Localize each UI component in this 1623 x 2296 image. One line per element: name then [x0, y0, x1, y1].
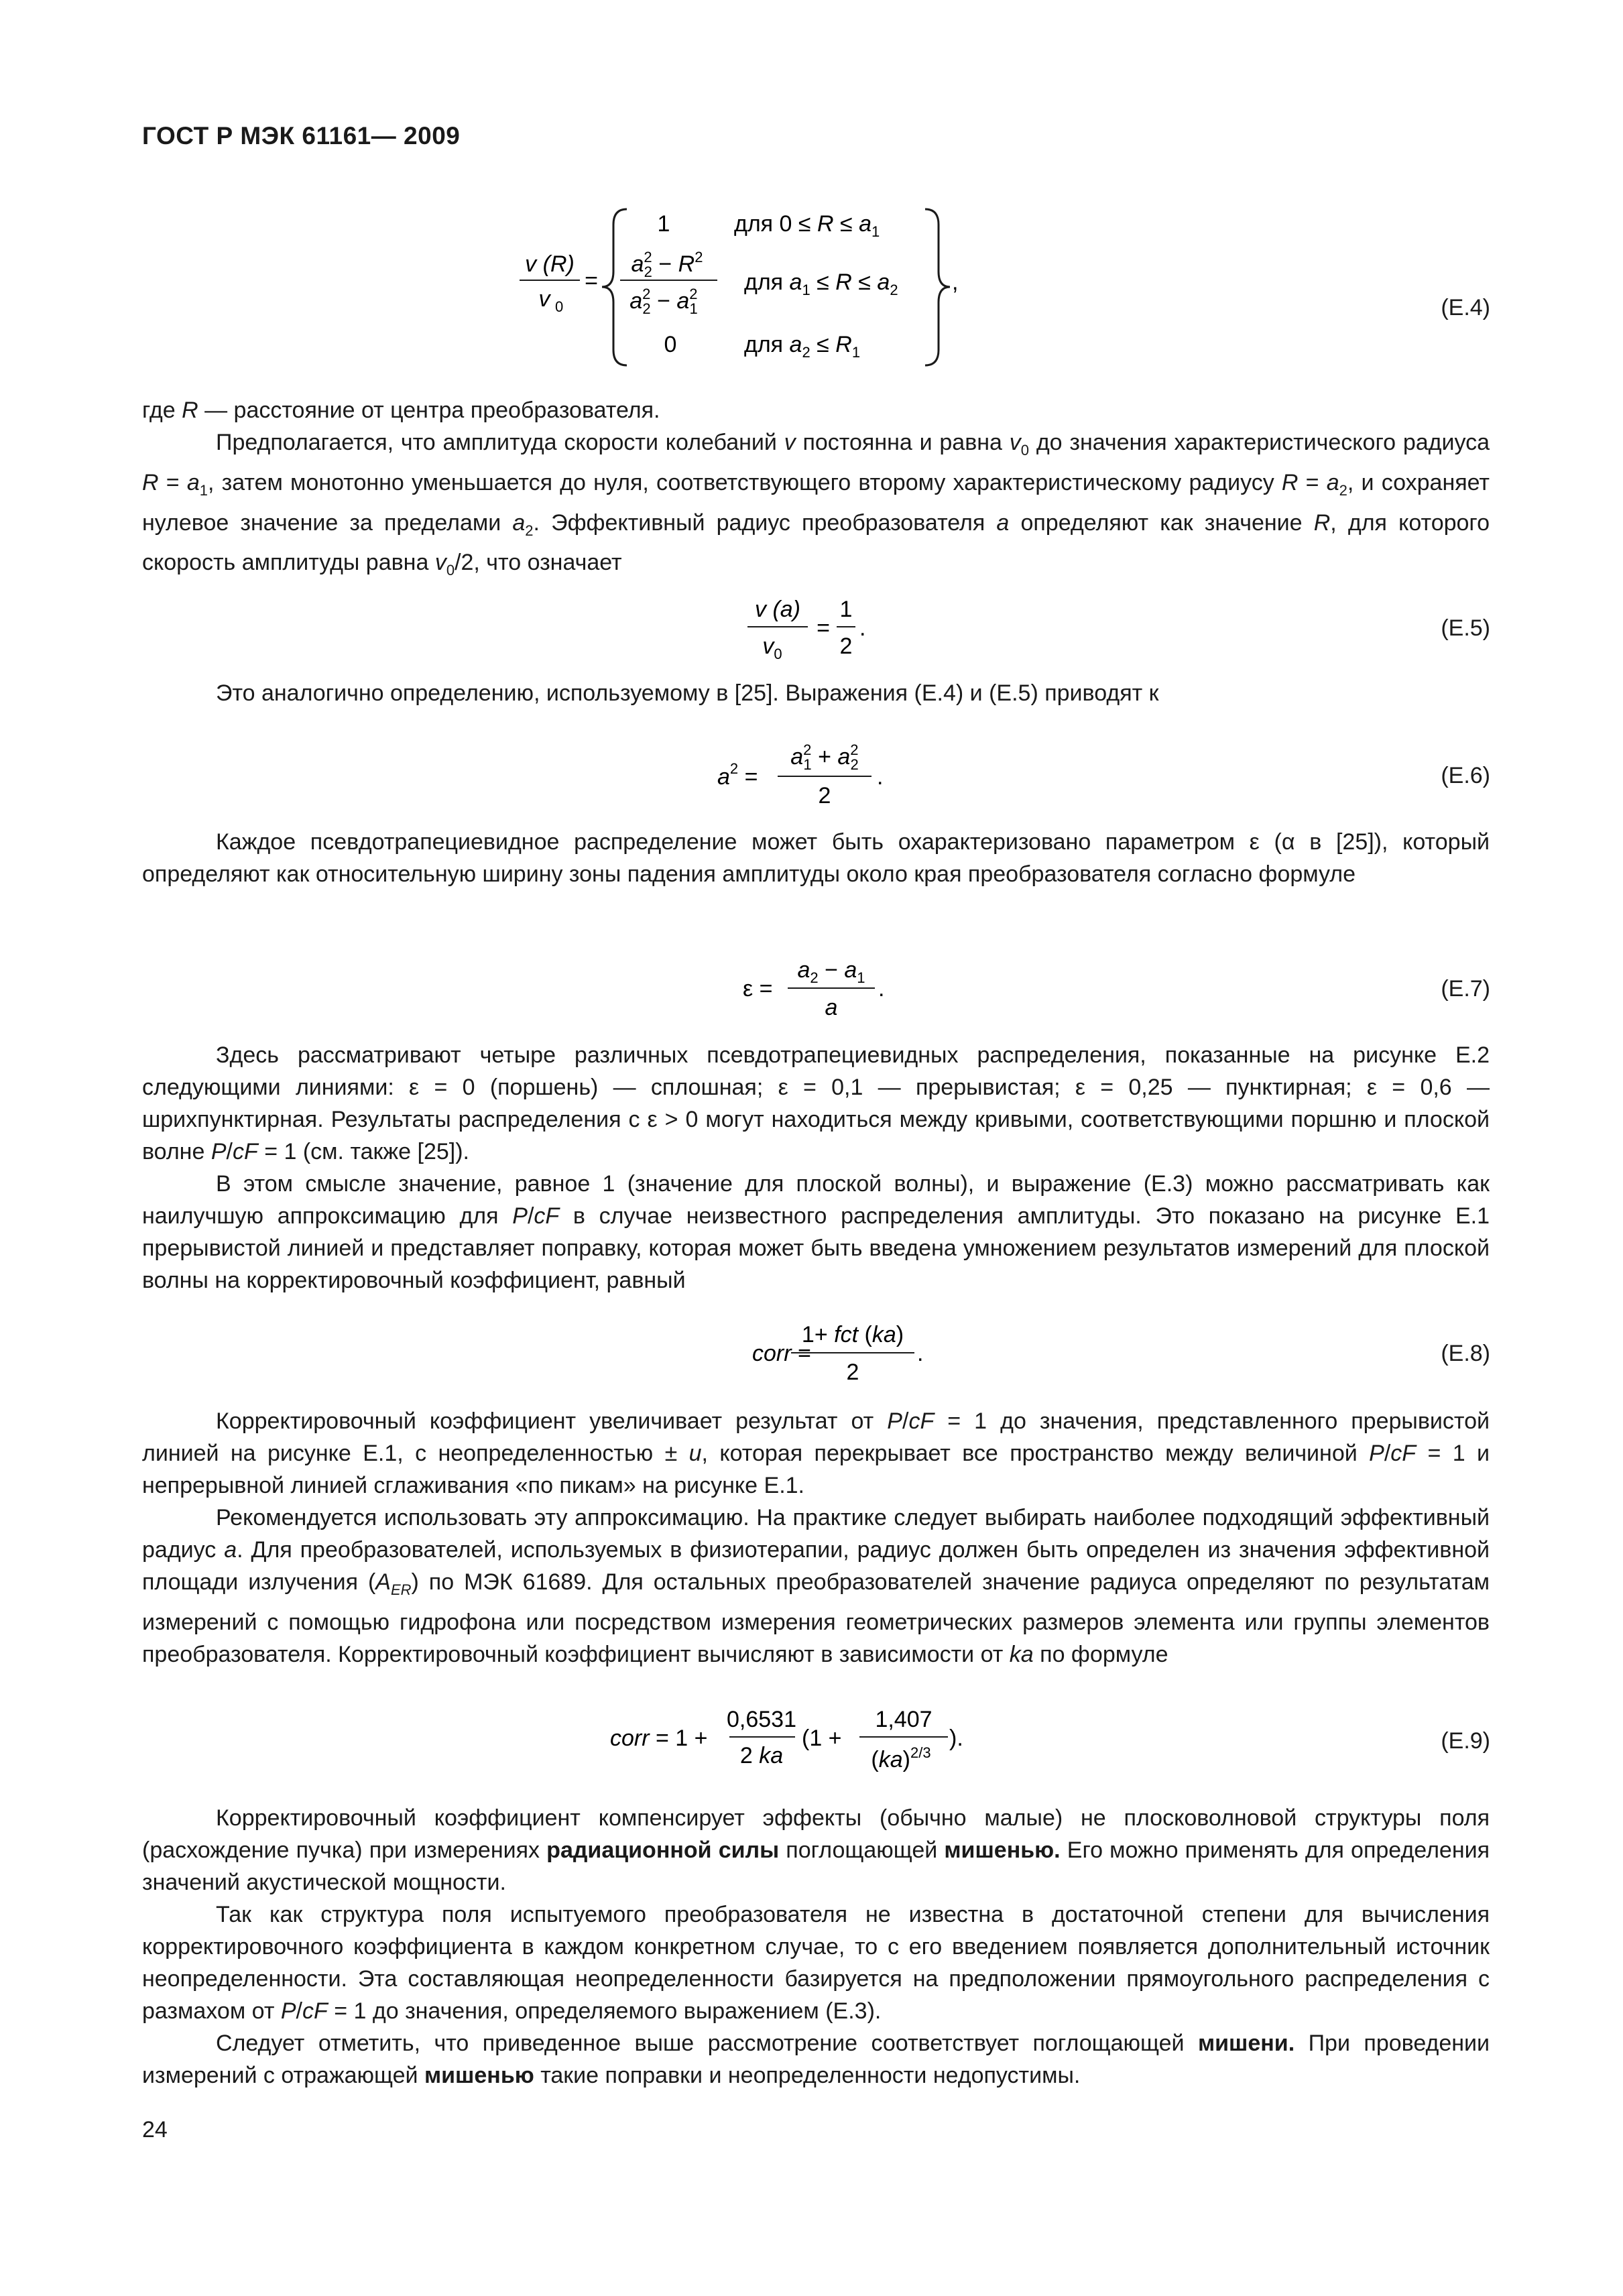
paragraph-3: Это аналогично определению, используемому в [25]. Выражения (E.4) и (E.5) приводят к: [216, 680, 1159, 706]
equation-e8-graphic: [0, 1314, 1623, 1388]
e9-den1: 2 ka: [739, 1743, 784, 1768]
e5-num: v (a): [755, 597, 800, 622]
e4-row3-val: 0: [664, 332, 677, 357]
page-number: 24: [142, 2117, 168, 2142]
paragraph-1: где R — расстояние от центра преобразователя.: [142, 398, 660, 423]
paragraph-11: Следует отметить, что приведенное выше рассмотрение соответствует поглощающей мишени. При проведении измерений с отражающей мишенью такие поправки и неопределенности недопустимы.: [142, 2031, 1490, 2088]
svg-text:,: ,: [952, 269, 959, 295]
paragraph-2: Предполагается, что амплитуда скорости колебаний v постоянна и равна $v_0$ до значения характеристического радиуса $R = a_1$, затем монотонно уменьшается до нуля, соответствующего второму характеристическому радиусу $R = a_2$, и сохраняет нулевое значение за пределами $a_2$. Эффективный радиус преобразователя a определяют как значение R, для которого скорость амплитуды равна $v_0/2$, что означает: [142, 430, 1490, 579]
e9-den2: (ka)$^{2/3}$: [871, 1744, 931, 1772]
svg-text:.: .: [878, 976, 885, 1002]
svg-text:a2 =: $a^2$ =: [717, 760, 758, 790]
svg-text:corr = 1 +: corr = 1 +: [610, 1726, 708, 1751]
equation-e4-number: (E.4): [1441, 295, 1490, 320]
equation-e5-graphic: [0, 590, 1623, 664]
e9-num1: 0,6531: [727, 1707, 796, 1732]
svg-text:ε =: ε =: [743, 976, 773, 1002]
document-header: ГОСТ Р МЭК 61161— 2009: [142, 122, 461, 149]
e4-row2-den: $a^2$ $2 - a^2$ 1: [629, 286, 698, 317]
paragraph-8: Рекомендуется использовать эту аппроксимацию. На практике следует выбирать наиболее подходящий эффективный радиус a. Для преобразователей, используемых в физиотерапии, радиус должен быть определен из значения эффективной площади излучения $(A_{ER})$ по МЭК 61689. Для остальных преобразователей значение радиуса определяют по результатам измерений с помощью гидрофона или посредством измерения геометрических размеров элемента или группы элементов преобразователя. Корректировочный коэффициент вычисляют в зависимости от ka по формуле: [142, 1505, 1490, 1667]
equation-e5-number: (E.5): [1441, 615, 1490, 641]
svg-text:=: =: [817, 615, 830, 641]
svg-text:v0: $v_0$: [762, 633, 782, 662]
svg-text:=: =: [585, 268, 598, 294]
equation-e9-graphic: [0, 1700, 1623, 1780]
equation-e9: [0, 1700, 1623, 1780]
equation-e5: [0, 590, 1623, 664]
paragraph-6: В этом смысле значение, равное 1 (значение для плоской волны), и выражение (E.3) можно рассматривать как наилучшую аппроксимацию для P/cF в случае неизвестного распределения амплитуды. Это показано на рисунке E.1 прерывистой линией и представляет поправку, которая может быть введена умножением результатов измерений для плоской волны на корректировочный коэффициент, равный: [142, 1171, 1490, 1293]
e4-row3-cond: для $a_2 \le R_1$: [744, 332, 861, 361]
equation-e7: [0, 949, 1623, 1023]
e4-row2-num: $a^2$ $2 - R^2$: [631, 249, 703, 280]
e4-lhs-num: v (R): [525, 251, 575, 277]
e4-row1-val: 1: [657, 211, 670, 237]
paragraph-10: Так как структура поля испытуемого преобразователя не известна в достаточной степени для вычисления корректировочного коэффициента в каждом конкретном случае, то с его введением появляется дополнительный источник неопределенности. Эта составляющая неопределенности базируется на предположении прямоугольного распределения с размахом от P/cF = 1 до значения, определяемого выражением (E.3).: [142, 1902, 1490, 2024]
equation-e8: [0, 1314, 1623, 1388]
e4-row2-cond: для $a_1 \le R \le a_2$: [744, 269, 898, 298]
paragraph-7: Корректировочный коэффициент увеличивает результат от P/cF = 1 до значения, представленного прерывистой линией на рисунке E.1, с неопределенностью ± u, которая перекрывает все пространство между величиной P/cF = 1 и непрерывной линией сглаживания «по пикам» на рисунке E.1.: [142, 1408, 1490, 1498]
equation-e4-graphic: [0, 201, 1623, 369]
e9-num2: 1,407: [875, 1707, 933, 1732]
equation-e7-number: (E.7): [1441, 976, 1490, 1002]
svg-text:.: .: [877, 764, 884, 790]
e5-rhs-den: 2: [839, 633, 853, 659]
e4-row1-cond: для $0 \le R \le a_1$: [734, 211, 880, 240]
svg-text:.: .: [917, 1341, 924, 1366]
svg-text:.: .: [859, 615, 866, 641]
e9-mid: (1 +: [802, 1726, 842, 1751]
e5-rhs-num: 1: [839, 597, 853, 622]
e8-num: 1+ fct (ka): [801, 1322, 904, 1347]
equation-e6-number: (E.6): [1441, 763, 1490, 788]
e6-num: $a^2$ $1 + a^2$ 2: [790, 741, 859, 773]
paragraph-4: Каждое псевдотрапециевидное распределение может быть охарактеризовано параметром ε (α в [25]), который определяют как относительную ширину зоны падения амплитуды около края преобразователя согласно формуле: [142, 829, 1490, 887]
paragraph-5: Здесь рассматривают четыре различных псевдотрапециевидных распределения, показанные на рисунке E.2 следующими линиями: ε = 0 (поршень) — сплошная; ε = 0,1 — прерывистая; ε = 0,25 — пунктирная; ε = 0,6 — шрихпунктирная. Результаты распределения с ε > 0 могут находиться между кривыми, соответствующими поршню и плоской волне P/cF = 1 (см. также [25]).: [142, 1042, 1490, 1164]
equation-e9-number: (E.9): [1441, 1728, 1490, 1754]
e4-lhs-den: v: [538, 286, 550, 312]
svg-text:corr =: corr =: [752, 1341, 811, 1366]
e7-num: $a_2 - a_1$: [797, 957, 865, 986]
e6-den: 2: [818, 783, 831, 808]
equation-e6-graphic: [0, 736, 1623, 810]
e4-lhs-den-sub: 0: [555, 298, 564, 315]
equation-e8-number: (E.8): [1441, 1341, 1490, 1366]
paragraph-9: Корректировочный коэффициент компенсирует эффекты (обычно малые) не плосковолновой структуры поля (расхождение пучка) при измерениях радиационной силы поглощающей мишенью. Его можно применять для определения значений акустической мощности.: [142, 1805, 1490, 1895]
e8-den: 2: [846, 1360, 859, 1385]
equation-e7-graphic: [0, 949, 1623, 1023]
e7-den: a: [825, 995, 838, 1020]
equation-e4: [0, 201, 1623, 369]
e9-end: ).: [949, 1726, 963, 1751]
equation-e6: [0, 736, 1623, 810]
